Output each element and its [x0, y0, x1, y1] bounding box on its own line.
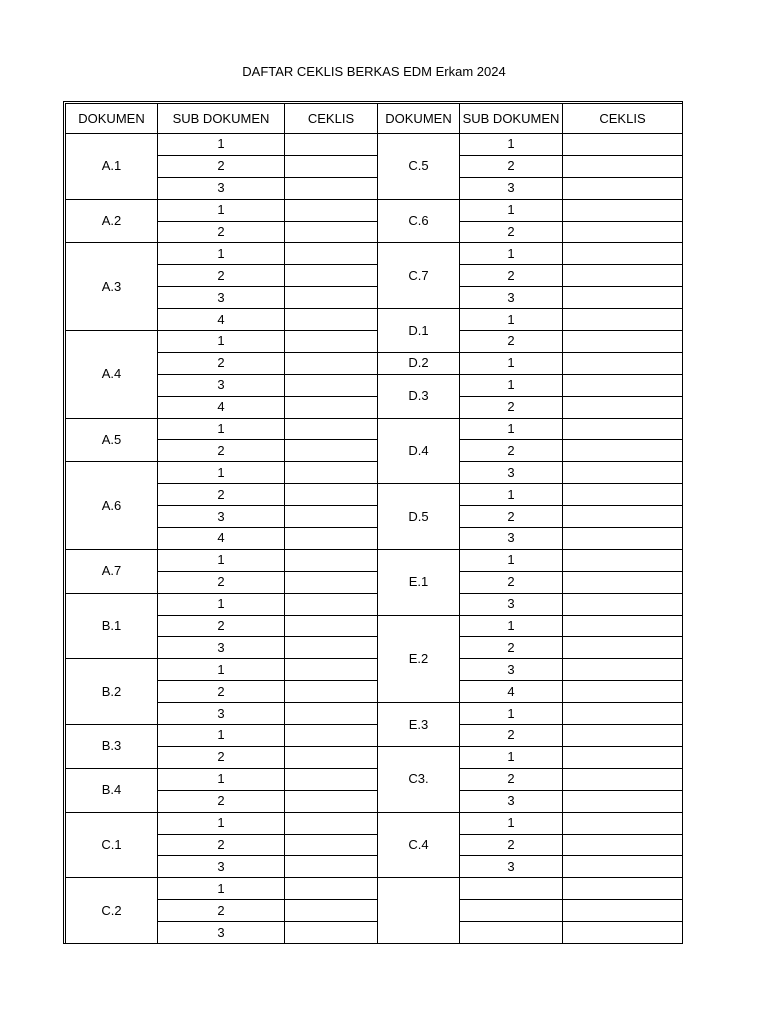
sub-dokumen-cell-left: 1 — [158, 725, 285, 747]
sub-dokumen-cell-left: 4 — [158, 528, 285, 550]
table-row — [66, 878, 683, 900]
sub-dokumen-cell-left: 1 — [158, 199, 285, 221]
sub-dokumen-cell-left: 2 — [158, 221, 285, 243]
sub-dokumen-cell-left: 1 — [158, 462, 285, 484]
ceklis-cell-right[interactable] — [563, 768, 683, 790]
sub-dokumen-cell-left: 2 — [158, 834, 285, 856]
sub-dokumen-cell-left: 1 — [158, 331, 285, 353]
table-row — [66, 155, 683, 177]
sub-dokumen-cell-right: 1 — [460, 549, 563, 571]
dokumen-cell-left: A.1 — [66, 134, 158, 200]
sub-dokumen-cell-left: 2 — [158, 615, 285, 637]
sub-dokumen-cell-left: 2 — [158, 265, 285, 287]
ceklis-cell-right[interactable] — [563, 922, 683, 944]
ceklis-cell-right[interactable] — [563, 374, 683, 396]
ceklis-cell-right[interactable] — [563, 637, 683, 659]
ceklis-cell-left[interactable] — [285, 549, 378, 571]
sub-dokumen-cell-left: 2 — [158, 571, 285, 593]
ceklis-cell-right[interactable] — [563, 287, 683, 309]
ceklis-cell-left[interactable] — [285, 221, 378, 243]
ceklis-cell-left[interactable] — [285, 177, 378, 199]
table-row — [66, 593, 683, 615]
sub-dokumen-cell-left: 2 — [158, 681, 285, 703]
sub-dokumen-cell-right: 4 — [460, 681, 563, 703]
sub-dokumen-cell-left: 3 — [158, 856, 285, 878]
ceklis-cell-left[interactable] — [285, 396, 378, 418]
ceklis-cell-left[interactable] — [285, 440, 378, 462]
dokumen-cell-right: C3. — [378, 746, 460, 812]
sub-dokumen-cell-right: 1 — [460, 243, 563, 265]
table-row — [66, 374, 683, 396]
ceklis-cell-right[interactable] — [563, 812, 683, 834]
ceklis-cell-right[interactable] — [563, 834, 683, 856]
ceklis-cell-left[interactable] — [285, 418, 378, 440]
dokumen-cell-right: D.3 — [378, 374, 460, 418]
table-row — [66, 746, 683, 768]
table-row — [66, 549, 683, 571]
sub-dokumen-cell-left: 1 — [158, 243, 285, 265]
sub-dokumen-cell-right: 3 — [460, 659, 563, 681]
sub-dokumen-cell-left: 1 — [158, 549, 285, 571]
ceklis-cell-right[interactable] — [563, 506, 683, 528]
dokumen-cell-right: C.5 — [378, 134, 460, 200]
ceklis-cell-right[interactable] — [563, 309, 683, 331]
table-row — [66, 528, 683, 550]
sub-dokumen-cell-right: 1 — [460, 309, 563, 331]
ceklis-cell-left[interactable] — [285, 571, 378, 593]
ceklis-cell-right[interactable] — [563, 177, 683, 199]
ceklis-cell-right[interactable] — [563, 549, 683, 571]
sub-dokumen-cell-left: 2 — [158, 484, 285, 506]
ceklis-cell-left[interactable] — [285, 462, 378, 484]
ceklis-cell-left[interactable] — [285, 484, 378, 506]
dokumen-cell-right: C.4 — [378, 812, 460, 878]
table-row — [66, 199, 683, 221]
ceklis-cell-left[interactable] — [285, 637, 378, 659]
sub-dokumen-cell-right: 3 — [460, 856, 563, 878]
header-dokumen-left: DOKUMEN — [66, 104, 158, 134]
dokumen-cell-left: A.6 — [66, 462, 158, 550]
ceklis-cell-right[interactable] — [563, 199, 683, 221]
dokumen-cell-left: C.1 — [66, 812, 158, 878]
sub-dokumen-cell-left: 1 — [158, 878, 285, 900]
table-row — [66, 462, 683, 484]
ceklis-cell-right[interactable] — [563, 243, 683, 265]
dokumen-cell-left: B.2 — [66, 659, 158, 725]
ceklis-cell-left[interactable] — [285, 506, 378, 528]
dokumen-cell-left: A.2 — [66, 199, 158, 243]
dokumen-cell-left: B.3 — [66, 725, 158, 769]
sub-dokumen-cell-right: 1 — [460, 352, 563, 374]
sub-dokumen-cell-right: 3 — [460, 790, 563, 812]
ceklis-cell-right[interactable] — [563, 352, 683, 374]
sub-dokumen-cell-left: 1 — [158, 593, 285, 615]
header-row — [66, 104, 683, 134]
sub-dokumen-cell-left: 3 — [158, 177, 285, 199]
sub-dokumen-cell-right: 2 — [460, 768, 563, 790]
ceklis-cell-right[interactable] — [563, 746, 683, 768]
ceklis-cell-left[interactable] — [285, 199, 378, 221]
ceklis-cell-right[interactable] — [563, 155, 683, 177]
sub-dokumen-cell-left: 1 — [158, 768, 285, 790]
ceklis-cell-right[interactable] — [563, 900, 683, 922]
dokumen-cell-left: B.4 — [66, 768, 158, 812]
sub-dokumen-cell-right: 2 — [460, 265, 563, 287]
dokumen-cell-left: B.1 — [66, 593, 158, 659]
sub-dokumen-cell-right: 1 — [460, 746, 563, 768]
table-row — [66, 309, 683, 331]
table-row — [66, 418, 683, 440]
sub-dokumen-cell-right: 3 — [460, 528, 563, 550]
ceklis-cell-right[interactable] — [563, 681, 683, 703]
ceklis-cell-right[interactable] — [563, 221, 683, 243]
ceklis-cell-left[interactable] — [285, 922, 378, 944]
table-row — [66, 856, 683, 878]
sub-dokumen-cell-right: 2 — [460, 506, 563, 528]
sub-dokumen-cell-right: 2 — [460, 834, 563, 856]
table-row — [66, 922, 683, 944]
ceklis-cell-left[interactable] — [285, 834, 378, 856]
ceklis-cell-right[interactable] — [563, 484, 683, 506]
sub-dokumen-cell-right: 3 — [460, 462, 563, 484]
dokumen-cell-right: D.2 — [378, 352, 460, 374]
dokumen-cell-left: A.7 — [66, 549, 158, 593]
header-sub-dokumen-left: SUB DOKUMEN — [158, 104, 285, 134]
table-row — [66, 287, 683, 309]
table-row — [66, 659, 683, 681]
header-ceklis-right: CEKLIS — [563, 104, 683, 134]
ceklis-cell-left[interactable] — [285, 725, 378, 747]
sub-dokumen-cell-right: 1 — [460, 812, 563, 834]
sub-dokumen-cell-left: 4 — [158, 309, 285, 331]
ceklis-cell-left[interactable] — [285, 900, 378, 922]
sub-dokumen-cell-left: 3 — [158, 506, 285, 528]
table-row — [66, 506, 683, 528]
ceklis-cell-left[interactable] — [285, 352, 378, 374]
sub-dokumen-cell-right: 1 — [460, 418, 563, 440]
sub-dokumen-cell-right — [460, 922, 563, 944]
ceklis-cell-left[interactable] — [285, 155, 378, 177]
page-title: DAFTAR CEKLIS BERKAS EDM Erkam 2024 — [242, 64, 506, 79]
sub-dokumen-cell-right — [460, 878, 563, 900]
checklist-table — [65, 103, 683, 944]
ceklis-cell-right[interactable] — [563, 790, 683, 812]
dokumen-cell-right: D.1 — [378, 309, 460, 353]
sub-dokumen-cell-right: 1 — [460, 484, 563, 506]
sub-dokumen-cell-left: 2 — [158, 900, 285, 922]
sub-dokumen-cell-left: 3 — [158, 637, 285, 659]
table-row — [66, 615, 683, 637]
dokumen-cell-right: D.5 — [378, 484, 460, 550]
table-row — [66, 134, 683, 156]
dokumen-cell-left: A.4 — [66, 331, 158, 419]
sub-dokumen-cell-right: 1 — [460, 615, 563, 637]
ceklis-cell-right[interactable] — [563, 440, 683, 462]
sub-dokumen-cell-right: 1 — [460, 374, 563, 396]
ceklis-cell-left[interactable] — [285, 243, 378, 265]
ceklis-cell-left[interactable] — [285, 790, 378, 812]
ceklis-cell-left[interactable] — [285, 287, 378, 309]
ceklis-cell-left[interactable] — [285, 331, 378, 353]
table-body — [66, 134, 683, 944]
dokumen-cell-right: E.3 — [378, 703, 460, 747]
sub-dokumen-cell-left: 2 — [158, 155, 285, 177]
table-row — [66, 331, 683, 353]
dokumen-cell-right: E.2 — [378, 615, 460, 703]
sub-dokumen-cell-right: 2 — [460, 571, 563, 593]
ceklis-cell-right[interactable] — [563, 659, 683, 681]
sub-dokumen-cell-right: 3 — [460, 287, 563, 309]
ceklis-cell-left[interactable] — [285, 374, 378, 396]
table-row — [66, 637, 683, 659]
sub-dokumen-cell-left: 3 — [158, 922, 285, 944]
table-row — [66, 900, 683, 922]
table-row — [66, 243, 683, 265]
header-dokumen-right: DOKUMEN — [378, 104, 460, 134]
ceklis-cell-right[interactable] — [563, 725, 683, 747]
sub-dokumen-cell-right: 3 — [460, 593, 563, 615]
sub-dokumen-cell-right: 3 — [460, 177, 563, 199]
sub-dokumen-cell-left: 4 — [158, 396, 285, 418]
table-row — [66, 812, 683, 834]
sub-dokumen-cell-left: 2 — [158, 352, 285, 374]
ceklis-cell-left[interactable] — [285, 768, 378, 790]
table-row — [66, 352, 683, 374]
ceklis-cell-right[interactable] — [563, 593, 683, 615]
ceklis-cell-left[interactable] — [285, 593, 378, 615]
ceklis-cell-left[interactable] — [285, 528, 378, 550]
dokumen-cell-left: A.5 — [66, 418, 158, 462]
sub-dokumen-cell-left: 1 — [158, 418, 285, 440]
table-row — [66, 571, 683, 593]
table-row — [66, 768, 683, 790]
sub-dokumen-cell-right: 2 — [460, 331, 563, 353]
ceklis-cell-right[interactable] — [563, 418, 683, 440]
sub-dokumen-cell-left: 3 — [158, 374, 285, 396]
ceklis-cell-right[interactable] — [563, 134, 683, 156]
ceklis-cell-left[interactable] — [285, 659, 378, 681]
ceklis-cell-right[interactable] — [563, 571, 683, 593]
sub-dokumen-cell-right: 1 — [460, 703, 563, 725]
ceklis-cell-right[interactable] — [563, 703, 683, 725]
table-row — [66, 221, 683, 243]
sub-dokumen-cell-right: 2 — [460, 396, 563, 418]
table-row — [66, 440, 683, 462]
ceklis-cell-left[interactable] — [285, 309, 378, 331]
sub-dokumen-cell-left: 1 — [158, 134, 285, 156]
sub-dokumen-cell-right: 2 — [460, 221, 563, 243]
ceklis-cell-right[interactable] — [563, 528, 683, 550]
ceklis-cell-left[interactable] — [285, 856, 378, 878]
table-row — [66, 484, 683, 506]
sub-dokumen-cell-left: 3 — [158, 703, 285, 725]
sub-dokumen-cell-right: 1 — [460, 199, 563, 221]
table-row — [66, 681, 683, 703]
sub-dokumen-cell-left: 2 — [158, 440, 285, 462]
dokumen-cell-right — [378, 878, 460, 944]
sub-dokumen-cell-left: 3 — [158, 287, 285, 309]
ceklis-cell-right[interactable] — [563, 265, 683, 287]
header-ceklis-left: CEKLIS — [285, 104, 378, 134]
ceklis-cell-right[interactable] — [563, 856, 683, 878]
table-row — [66, 725, 683, 747]
ceklis-cell-left[interactable] — [285, 703, 378, 725]
sub-dokumen-cell-left: 1 — [158, 812, 285, 834]
ceklis-cell-right[interactable] — [563, 462, 683, 484]
ceklis-cell-left[interactable] — [285, 878, 378, 900]
sub-dokumen-cell-right: 1 — [460, 134, 563, 156]
sub-dokumen-cell-right: 2 — [460, 725, 563, 747]
dokumen-cell-left: C.2 — [66, 878, 158, 944]
ceklis-cell-left[interactable] — [285, 615, 378, 637]
ceklis-cell-left[interactable] — [285, 746, 378, 768]
dokumen-cell-right: D.4 — [378, 418, 460, 484]
ceklis-cell-right[interactable] — [563, 878, 683, 900]
table-row — [66, 703, 683, 725]
ceklis-cell-left[interactable] — [285, 134, 378, 156]
ceklis-cell-left[interactable] — [285, 265, 378, 287]
sub-dokumen-cell-left: 2 — [158, 746, 285, 768]
sub-dokumen-cell-right: 2 — [460, 155, 563, 177]
ceklis-cell-right[interactable] — [563, 615, 683, 637]
table-row — [66, 265, 683, 287]
sub-dokumen-cell-right: 2 — [460, 440, 563, 462]
dokumen-cell-right: C.6 — [378, 199, 460, 243]
table-row — [66, 177, 683, 199]
dokumen-cell-left: A.3 — [66, 243, 158, 331]
table-row — [66, 396, 683, 418]
sub-dokumen-cell-right: 2 — [460, 637, 563, 659]
header-sub-dokumen-right: SUB DOKUMEN — [460, 104, 563, 134]
ceklis-cell-right[interactable] — [563, 396, 683, 418]
ceklis-cell-right[interactable] — [563, 331, 683, 353]
sub-dokumen-cell-left: 2 — [158, 790, 285, 812]
dokumen-cell-right: E.1 — [378, 549, 460, 615]
sub-dokumen-cell-left: 1 — [158, 659, 285, 681]
dokumen-cell-right: C.7 — [378, 243, 460, 309]
ceklis-cell-left[interactable] — [285, 812, 378, 834]
sub-dokumen-cell-right — [460, 900, 563, 922]
ceklis-cell-left[interactable] — [285, 681, 378, 703]
table-row — [66, 790, 683, 812]
table-row — [66, 834, 683, 856]
